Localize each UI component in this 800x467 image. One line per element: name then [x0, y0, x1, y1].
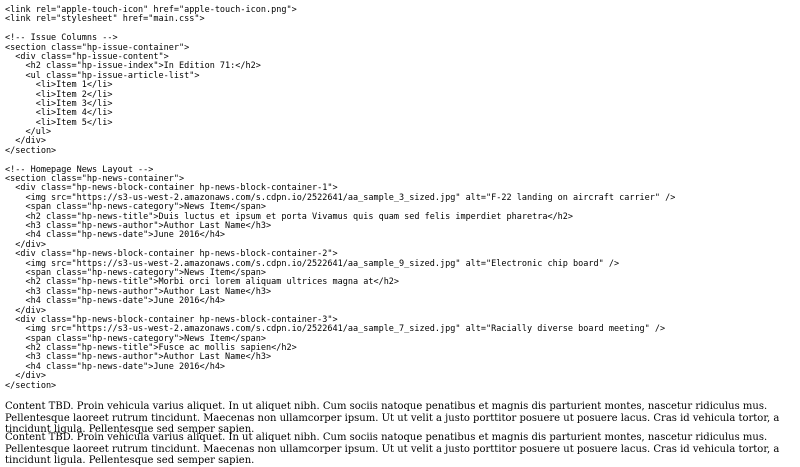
code-line: </section>: [5, 380, 57, 391]
code-line: <span class="hp-news-category">News Item</span>: [5, 333, 266, 344]
code-line: <link rel="apple-touch-icon" href="apple-touch-icon.png">: [5, 5, 297, 15]
code-line: </div>: [5, 305, 46, 316]
code-line: </div>: [5, 371, 46, 382]
code-line: <img src="https://s3-us-west-2.amazonaws.com/s.cdpn.io/2522641/aa_sample_3_sized.jpg" alt="F-22 landing on aircraft carrier" />: [5, 192, 676, 203]
code-line: <h2 class="hp-news-title">Fusce ac mollis sapien</h2>: [5, 343, 297, 354]
code-line: <li>Item 5</li>: [5, 117, 113, 128]
code-line: <!-- Homepage News Layout -->: [5, 164, 154, 175]
code-line: <li>Item 2</li>: [5, 89, 113, 100]
code-line: <h2 class="hp-news-title">Duis luctus et ipsum et porta Vivamus quis quam sed felis imperdiet pharetra</h2>: [5, 211, 574, 222]
code-line: <img src="https://s3-us-west-2.amazonaws.com/s.cdpn.io/2522641/aa_sample_9_sized.jpg" alt="Electronic chip board" />: [5, 258, 620, 269]
code-line: </div>: [5, 136, 46, 147]
code-line: <!-- Issue Columns -->: [5, 33, 118, 44]
source-code-block: [5, 6, 675, 391]
code-line: <li>Item 4</li>: [5, 108, 113, 119]
content-paragraph-1: Content TBD. Proin vehicula varius aliquet. In ut aliquet nibh. Cum sociis natoque penatibus et magnis dis parturient montes, nascetur ridiculus mus. Pellentesque laoreet rutrum tincidunt. Maecenas non ullamcorper ipsum. Ut ut velit a justo porttitor posuere ut posuere lacus. Cras id vehicula tortor, a tincidunt ligula. Pellentesque sed semper sapien.: [5, 401, 780, 436]
code-line: <h3 class="hp-news-author">Author Last Name</h3>: [5, 286, 272, 297]
code-line: </div>: [5, 239, 46, 250]
code-line: <link rel="stylesheet" href="main.css">: [5, 14, 205, 25]
code-line: <section class="hp-issue-container">: [5, 42, 190, 53]
code-line: <div class="hp-news-block-container hp-news-block-container-3">: [5, 314, 338, 325]
code-line: <li>Item 3</li>: [5, 98, 113, 109]
code-line: <li>Item 1</li>: [5, 80, 113, 91]
code-line: <h2 class="hp-issue-index">In Edition 71:</h2>: [5, 61, 261, 72]
code-line: <h4 class="hp-news-date">June 2016</h4>: [5, 361, 226, 372]
code-line: <h2 class="hp-news-title">Morbi orci lorem aliquam ultrices magna at</h2>: [5, 277, 400, 288]
content-paragraph-2: Content TBD. Proin vehicula varius aliquet. In ut aliquet nibh. Cum sociis natoque penatibus et magnis dis parturient montes, nascetur ridiculus mus. Pellentesque laoreet rutrum tincidunt. Maecenas non ullamcorper ipsum. Ut ut velit a justo porttitor posuere ut posuere lacus. Cras id vehicula tortor, a tincidunt ligula. Pellentesque sed semper sapien.: [5, 432, 780, 467]
code-line: <h3 class="hp-news-author">Author Last Name</h3>: [5, 220, 272, 231]
code-line: <h3 class="hp-news-author">Author Last Name</h3>: [5, 352, 272, 363]
code-line: <span class="hp-news-category">News Item</span>: [5, 267, 266, 278]
code-line: <span class="hp-news-category">News Item</span>: [5, 202, 266, 213]
code-line: <section class="hp-news-container">: [5, 174, 185, 185]
code-line: <h4 class="hp-news-date">June 2016</h4>: [5, 230, 226, 241]
code-line: <h4 class="hp-news-date">June 2016</h4>: [5, 296, 226, 307]
code-line: <div class="hp-issue-content">: [5, 51, 169, 62]
code-line: <div class="hp-news-block-container hp-news-block-container-1">: [5, 183, 338, 194]
code-line: </section>: [5, 145, 57, 156]
code-line: </ul>: [5, 127, 52, 138]
code-line: <div class="hp-news-block-container hp-news-block-container-2">: [5, 249, 338, 260]
code-line: <ul class="hp-issue-article-list">: [5, 70, 200, 81]
code-line: <img src="https://s3-us-west-2.amazonaws.com/s.cdpn.io/2522641/aa_sample_7_sized.jpg" alt="Racially diverse board meeting" />: [5, 324, 666, 335]
